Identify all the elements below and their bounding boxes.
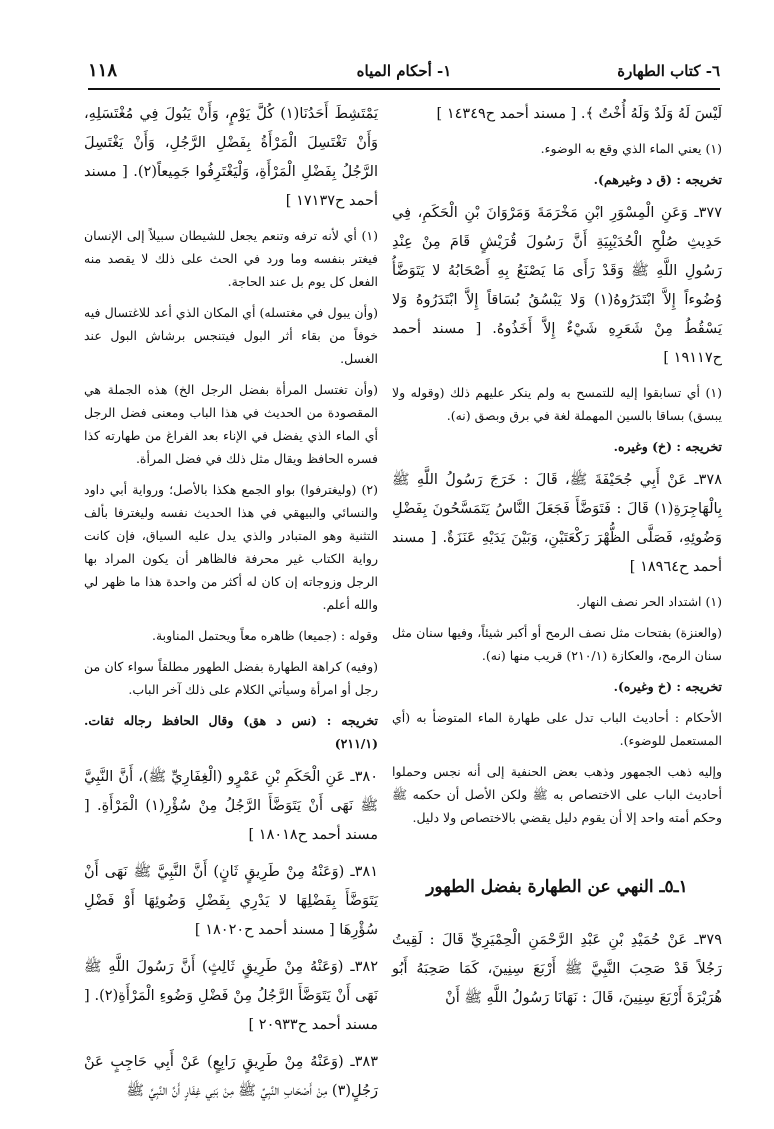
hadith-paragraph: لَيْسَ لَهُ وَلَدٌ وَلَهُ أُخْتٌ ﴾. [ مسند أحمد ح١٤٣٤٩ ] <box>436 106 722 122</box>
left-column <box>84 100 378 1114</box>
takhrij-paragraph: تخريجه : (خ وغيره). <box>613 679 722 694</box>
hadith-paragraph: ٣٨٢ـ (وَعَنْهُ مِنْ طَرِيقٍ ثَالِثٍ) أَنَّ رَسُولَ اللَّهِ ﷺ نَهَى أَنْ يَتَوَضَّأَ الرَّجُلُ مِنْ فَضْلِ وَضُوءِ الْمَرْأَةِ(٢). [ مسند أحمد ح٢٠٩٣٣ ] <box>84 959 378 1033</box>
note-paragraph: (وأن تغتسل المرأة بفضل الرجل الخ) هذه الجملة هي المقصودة من الحديث في هذا الباب ومعنى فضل الرجل أي الماء الذي يفضل في الإناء بعد الفراغ من طهارته كذا فسره الحافظ ويقال مثل ذلك في فضل المرأة. <box>84 382 378 466</box>
note-paragraph: وقوله : (جميعا) ظاهره معاً ويحتمل المناوبة. <box>151 628 378 643</box>
hadith-paragraph: ٣٧٨ـ عَنْ أَبِي جُحَيْفَةَ ﷺ، قَالَ : خَرَجَ رَسُولُ اللَّهِ ﷺ بِالْهَاجِرَةِ(١) قَالَ : فَتَوَضَّأَ فَجَعَلَ النَّاسُ يَتَمَسَّحُونَ بِفَضْلِ وَضُوئِهِ، فَصَلَّى الظُّهْرَ رَكْعَتَيْنِ، وَبَيْنَ يَدَيْهِ عَنَزَةٌ. [ مسند أحمد ح١٨٩٦٤ ] <box>392 472 722 575</box>
chapter-title: ٦- كتاب الطهارة <box>617 62 720 80</box>
note-paragraph: الأحكام : أحاديث الباب تدل على طهارة الماء المتوضأ به (أي المستعمل للوضوء). <box>392 710 722 748</box>
hadith-paragraph: ٣٨٣ـ (وَعَنْهُ مِنْ طَرِيقٍ رَابِعٍ) عَنْ أَبِي حَاجِبٍ عَنْ رَجُلٍ(٣) مِنْ أَصْحَابِ النَّبِيِّ ﷺ مِنْ بَنِي غِفَارٍ أَنَّ النَّبِيَّ ﷺ <box>84 1054 378 1099</box>
note-paragraph: (١) أي تسابقوا إليه للتمسح به ولم ينكر عليهم ذلك (وقوله ولا يبسق) بساقا بالسين المهملة لغة في برق وبصق (نه). <box>392 385 722 423</box>
hadith-paragraph: ٣٨٠ـ عَنِ الْحَكَمِ بْنِ عَمْرٍو (الْغِفَارِيِّ ﷺ)، أَنَّ النَّبِيَّ ﷺ نَهَى أَنْ يَتَوَضَّأَ الرَّجُلُ مِنْ سُؤْرِ(١) الْمَرْأَةِ. [ مسند أحمد ح١٨٠١٨ ] <box>84 769 378 843</box>
section-heading: ١ـ٥ـ النهي عن الطهارة بفضل الطهور <box>426 877 688 897</box>
note-paragraph: (والعنزة) بفتحات مثل نصف الرمح أو أكبر شيئاً، وفيها سنان مثل سنان الرمح، والعكازة (٢١٠/١) قريب منها (نه). <box>392 625 722 663</box>
right-column <box>392 100 722 1021</box>
note-paragraph: (وفيه) كراهة الطهارة بفضل الطهور مطلقاً سواء كان من رجل أو امرأة وسيأتي الكلام على ذلك آخر الباب. <box>84 659 378 697</box>
section-title-header: ١- أحكام المياه <box>356 62 452 80</box>
page-header <box>88 58 720 90</box>
takhrij-paragraph: تخريجه : (ق د وغيرهم). <box>593 172 722 187</box>
page-number: ١١٨ <box>88 60 118 81</box>
note-paragraph: (٢) (وليغترفوا) بواو الجمع هكذا بالأصل؛ ورواية أبي داود والنسائي والبيهقي في هذا الحديث نفسه وليغترفا بألف التثنية وهو المتبادر والذي يدل عليه السياق، فإن كانت رواية الكتاب غير محرفة فالظاهر أن يكون المراد بها الرجل وزوجاته إن كان له أكثر من واحدة هذا ما ظهر لي والله أعلم. <box>84 482 378 612</box>
note-paragraph: (١) اشتداد الحر نصف النهار. <box>576 594 722 609</box>
hadith-paragraph: ٣٧٧ـ وَعَنِ الْمِسْوَرِ ابْنِ مَخْرَمَةَ وَمَرْوَانَ بْنِ الْحَكَمِ، فِي حَدِيثِ صُلْحِ الْحُدَيْبِيَةِ أَنَّ رَسُولَ قُرَيْشٍ قَامَ مِنْ عِنْدِ رَسُولِ اللَّهِ ﷺ وَقَدْ رَأَى مَا يَصْنَعُ بِهِ أَصْحَابُهُ لا يَتَوَضَّأُ وُضُوءاً إِلاَّ ابْتَدَرُوهُ(١) وَلا يَبْسُقُ بُسَاقاً إِلاَّ ابْتَدَرُوهُ وَلا يَسْقُطُ مِنْ شَعَرِهِ شَيْءٌ إِلاَّ أَخَذُوهُ. [ مسند أحمد ح١٩١١٧ ] <box>392 205 723 366</box>
hadith-paragraph: ٣٨١ـ (وَعَنْهُ مِنْ طَرِيقٍ ثَانٍ) أَنَّ النَّبِيَّ ﷺ نَهَى أَنْ يَتَوَضَّأَ بِفَضْلِهَا لا يَدْرِي بِفَضْلِ وَضُوئِهَا أَوْ فَضْلِ سُؤْرِهَا [ مسند أحمد ح١٨٠٢٠ ] <box>84 864 378 938</box>
hadith-paragraph: يَمْتَشِطَ أَحَدُنَا(١) كُلَّ يَوْمٍ، وَأَنْ يَبُولَ فِي مُغْتَسَلِهِ، وَأَنْ تَغْتَسِلَ الْمَرْأَةُ بِفَضْلِ الرَّجُلِ، وَأَنْ يَغْتَسِلَ الرَّجُلُ بِفَضْلِ الْمَرْأَةِ، وَلْيَغْتَرِفُوا جَمِيعاً(٢). [ مسند أحمد ح١٧١٣٧ ] <box>84 106 378 209</box>
note-paragraph: وإليه ذهب الجمهور وذهب بعض الحنفية إلى أنه نجس وحملوا أحاديث الباب على الاختصاص به ﷺ ولكن الأصل أن حكمه ﷺ وحكم أمته واحد إلا أن يقوم دليل يقضي بالاختصاص ولا دليل. <box>392 764 722 825</box>
hadith-paragraph: ٣٧٩ـ عَنْ حُمَيْدِ بْنِ عَبْدِ الرَّحْمَنِ الْحِمْيَرِيِّ قَالَ : لَقِيتُ رَجُلاً قَدْ صَحِبَ النَّبِيَّ ﷺ أَرْبَعَ سِنِينَ، كَمَا صَحِبَهُ أَبُو هُرَيْرَةَ أَرْبَعَ سِنِينَ، قَالَ : نَهَانَا رَسُولُ اللَّهِ ﷺ أَنْ <box>392 932 722 1006</box>
takhrij-paragraph: تخريجه : (نس د هق) وقال الحافظ رجاله ثقات. (٢١١/١) <box>84 713 378 751</box>
note-paragraph: (وأن يبول في مغتسله) أي المكان الذي أعد للاغتسال فيه خوفاً من بقاء أثر البول فيتنجس برشاش البول عند الغسل. <box>84 305 378 366</box>
note-paragraph: (١) أي لأنه ترفه وتنعم يجعل للشيطان سبيلاً إلى الإنسان فيغتر بنفسه وما ورد في الحث على ذلك لا يقصد منه الفعل كل يوم بل عند الحاجة. <box>84 228 378 289</box>
takhrij-paragraph: تخريجه : (خ) وغيره. <box>613 439 722 454</box>
note-paragraph: (١) يعني الماء الذي وقع به الوضوء. <box>540 141 722 156</box>
